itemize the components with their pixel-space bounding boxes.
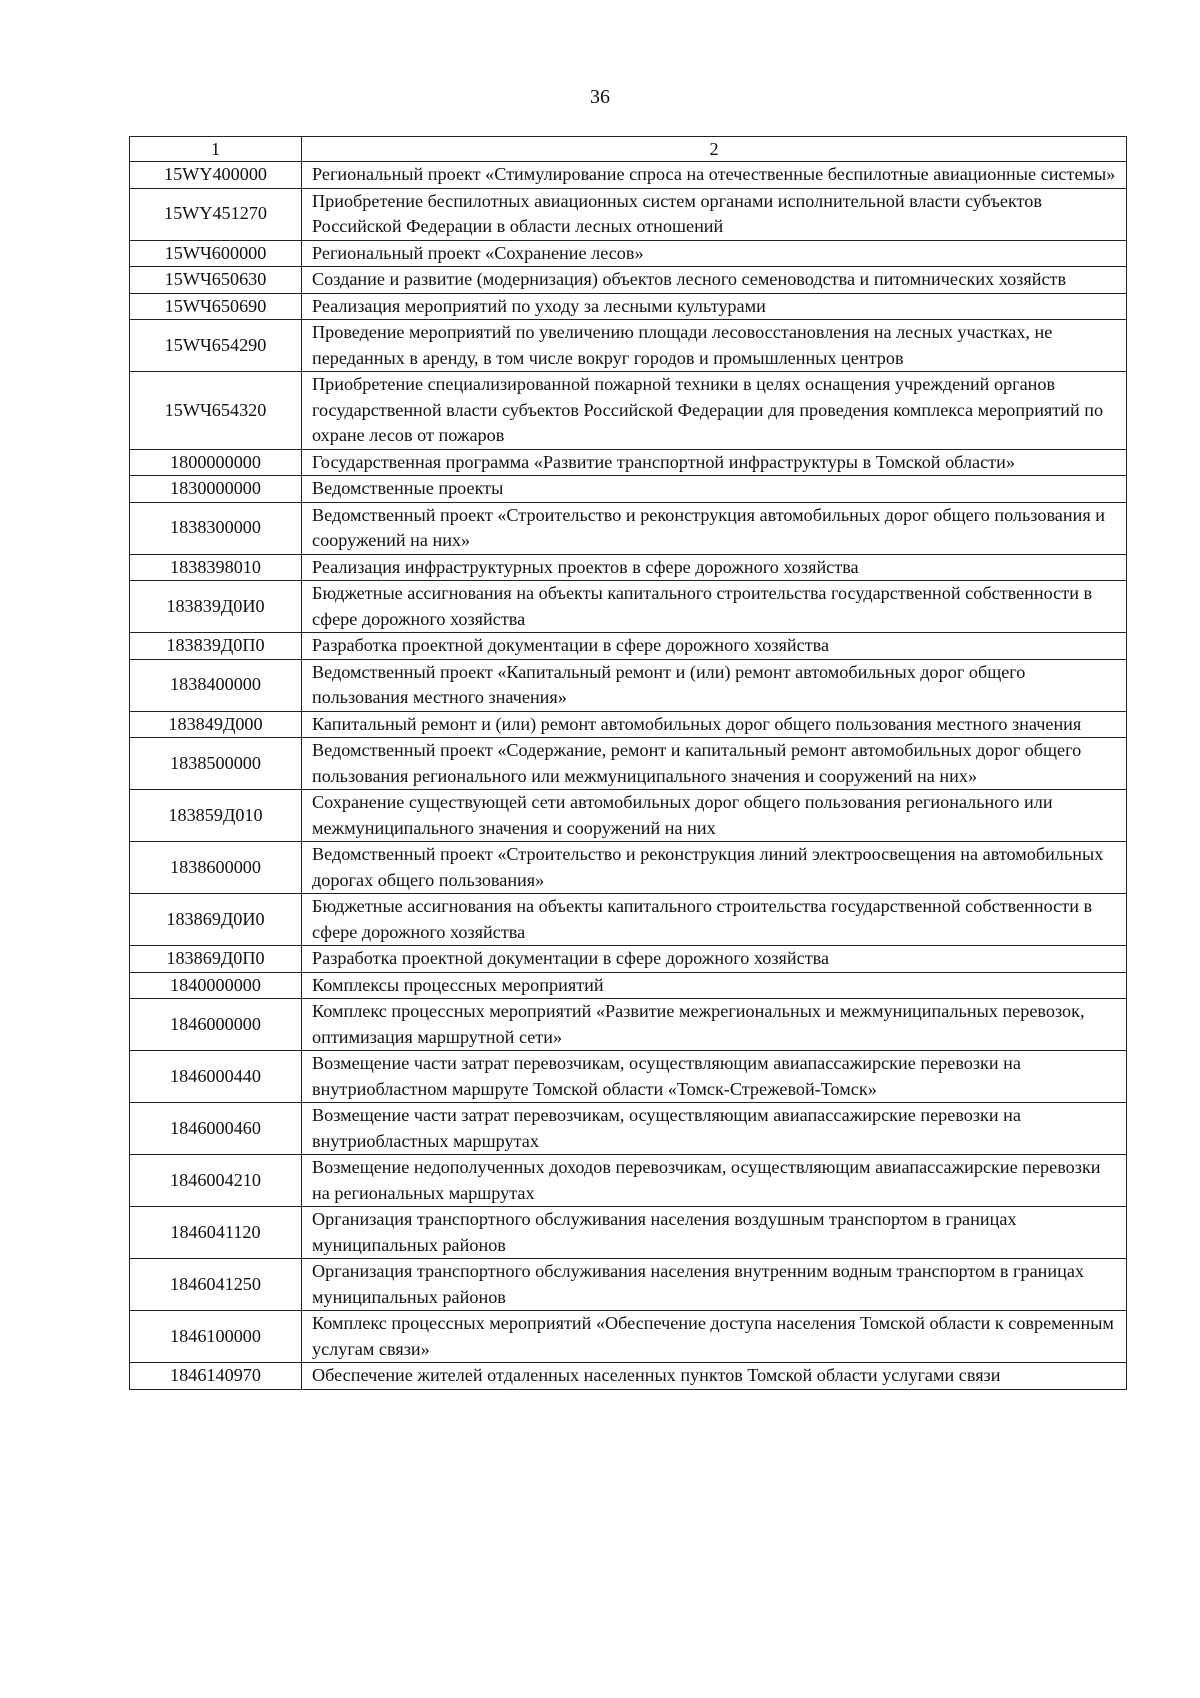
table-row: [130, 738, 1127, 790]
row-code: 1838600000: [130, 842, 302, 894]
row-code: 1846000000: [130, 999, 302, 1051]
table-row: [130, 1103, 1127, 1155]
table-row: [130, 946, 1127, 973]
row-description: Комплексы процессных мероприятий: [302, 972, 1127, 999]
row-description: Региональный проект «Сохранение лесов»: [302, 240, 1127, 267]
row-code: 1838500000: [130, 738, 302, 790]
row-code: 1846000460: [130, 1103, 302, 1155]
table-row: [130, 240, 1127, 267]
table-row: [130, 894, 1127, 946]
row-description: Комплекс процессных мероприятий «Обеспечение доступа населения Томской области к современным услугам связи»: [302, 1311, 1127, 1363]
row-description: Бюджетные ассигнования на объекты капитального строительства государственной собственности в сфере дорожного хозяйства: [302, 581, 1127, 633]
page-number: 36: [590, 86, 610, 108]
row-description: Организация транспортного обслуживания населения воздушным транспортом в границах муниципальных районов: [302, 1207, 1127, 1259]
row-code: 183839Д0И0: [130, 581, 302, 633]
table-row: [130, 1051, 1127, 1103]
row-description: Реализация инфраструктурных проектов в сфере дорожного хозяйства: [302, 554, 1127, 581]
row-code: 15WЧ650630: [130, 267, 302, 294]
row-description: Капитальный ремонт и (или) ремонт автомобильных дорог общего пользования местного значения: [302, 711, 1127, 738]
row-code: 1838300000: [130, 502, 302, 554]
table-row: [130, 842, 1127, 894]
row-code: 1846000440: [130, 1051, 302, 1103]
row-code: 1846140970: [130, 1363, 302, 1390]
row-description: Региональный проект «Стимулирование спроса на отечественные беспилотные авиационные системы»: [302, 162, 1127, 189]
table-row: [130, 188, 1127, 240]
row-code: 1800000000: [130, 449, 302, 476]
row-code: 1846004210: [130, 1155, 302, 1207]
row-description: Организация транспортного обслуживания населения внутренним водным транспортом в границах муниципальных районов: [302, 1259, 1127, 1311]
row-code: 1846041120: [130, 1207, 302, 1259]
row-code: 15WЧ600000: [130, 240, 302, 267]
row-code: 183839Д0П0: [130, 633, 302, 660]
table-row: [130, 1155, 1127, 1207]
row-description: Возмещение части затрат перевозчикам, осуществляющим авиапассажирские перевозки на внутриобластных маршрутах: [302, 1103, 1127, 1155]
row-description: Приобретение специализированной пожарной техники в целях оснащения учреждений органов государственной власти субъектов Российской Федерации для проведения комплекса мероприятий по охране лесов от пожаров: [302, 372, 1127, 450]
table-row: [130, 476, 1127, 503]
table-row: [130, 554, 1127, 581]
row-description: Ведомственный проект «Строительство и реконструкция линий электроосвещения на автомобильных дорогах общего пользования»: [302, 842, 1127, 894]
table-row: [130, 972, 1127, 999]
row-description: Сохранение существующей сети автомобильных дорог общего пользования регионального или межмуниципального значения и сооружений на них: [302, 790, 1127, 842]
row-code: 1840000000: [130, 972, 302, 999]
row-code: 1838398010: [130, 554, 302, 581]
row-code: 1846100000: [130, 1311, 302, 1363]
table-row: [130, 1363, 1127, 1390]
row-description: Возмещение недополученных доходов перевозчикам, осуществляющим авиапассажирские перевозки на региональных маршрутах: [302, 1155, 1127, 1207]
table-row: [130, 999, 1127, 1051]
table-row: [130, 581, 1127, 633]
row-description: Комплекс процессных мероприятий «Развитие межрегиональных и межмуниципальных перевозок, оптимизация маршрутной сети»: [302, 999, 1127, 1051]
table-row: [130, 293, 1127, 320]
table-row: [130, 449, 1127, 476]
table-row: [130, 1259, 1127, 1311]
column-header-2: 2: [302, 137, 1127, 162]
table-row: [130, 162, 1127, 189]
table-header-row: [130, 137, 1127, 162]
row-description: Проведение мероприятий по увеличению площади лесовосстановления на лесных участках, не переданных в аренду, в том числе вокруг городов и промышленных центров: [302, 320, 1127, 372]
row-code: 15WY451270: [130, 188, 302, 240]
table-row: [130, 633, 1127, 660]
row-description: Ведомственный проект «Содержание, ремонт и капитальный ремонт автомобильных дорог общего пользования регионального или межмуниципального значения и сооружений на них»: [302, 738, 1127, 790]
row-description: Приобретение беспилотных авиационных систем органами исполнительной власти субъектов Российской Федерации в области лесных отношений: [302, 188, 1127, 240]
row-code: 15WЧ650690: [130, 293, 302, 320]
row-description: Обеспечение жителей отдаленных населенных пунктов Томской области услугами связи: [302, 1363, 1127, 1390]
budget-classification-table: [129, 136, 1127, 1390]
row-description: Возмещение части затрат перевозчикам, осуществляющим авиапассажирские перевозки на внутриобластном маршруте Томской области «Томск-Стрежевой-Томск»: [302, 1051, 1127, 1103]
row-code: 183869Д0П0: [130, 946, 302, 973]
row-code: 1838400000: [130, 659, 302, 711]
row-code: 15WЧ654290: [130, 320, 302, 372]
row-description: Ведомственный проект «Строительство и реконструкция автомобильных дорог общего пользования и сооружений на них»: [302, 502, 1127, 554]
column-header-1: 1: [130, 137, 302, 162]
row-code: 1846041250: [130, 1259, 302, 1311]
table-row: [130, 1207, 1127, 1259]
table-row: [130, 267, 1127, 294]
row-code: 1830000000: [130, 476, 302, 503]
row-description: Ведомственный проект «Капитальный ремонт и (или) ремонт автомобильных дорог общего пользования местного значения»: [302, 659, 1127, 711]
row-code: 183859Д010: [130, 790, 302, 842]
row-description: Бюджетные ассигнования на объекты капитального строительства государственной собственности в сфере дорожного хозяйства: [302, 894, 1127, 946]
row-code: 183849Д000: [130, 711, 302, 738]
row-description: Создание и развитие (модернизация) объектов лесного семеноводства и питомнических хозяйств: [302, 267, 1127, 294]
table-row: [130, 502, 1127, 554]
table-row: [130, 711, 1127, 738]
row-description: Ведомственные проекты: [302, 476, 1127, 503]
row-description: Государственная программа «Развитие транспортной инфраструктуры в Томской области»: [302, 449, 1127, 476]
table-row: [130, 790, 1127, 842]
row-code: 15WЧ654320: [130, 372, 302, 450]
row-code: 183869Д0И0: [130, 894, 302, 946]
table-row: [130, 372, 1127, 450]
table-row: [130, 659, 1127, 711]
row-description: Реализация мероприятий по уходу за лесными культурами: [302, 293, 1127, 320]
row-description: Разработка проектной документации в сфере дорожного хозяйства: [302, 633, 1127, 660]
table-row: [130, 1311, 1127, 1363]
row-code: 15WY400000: [130, 162, 302, 189]
row-description: Разработка проектной документации в сфере дорожного хозяйства: [302, 946, 1127, 973]
table-row: [130, 320, 1127, 372]
